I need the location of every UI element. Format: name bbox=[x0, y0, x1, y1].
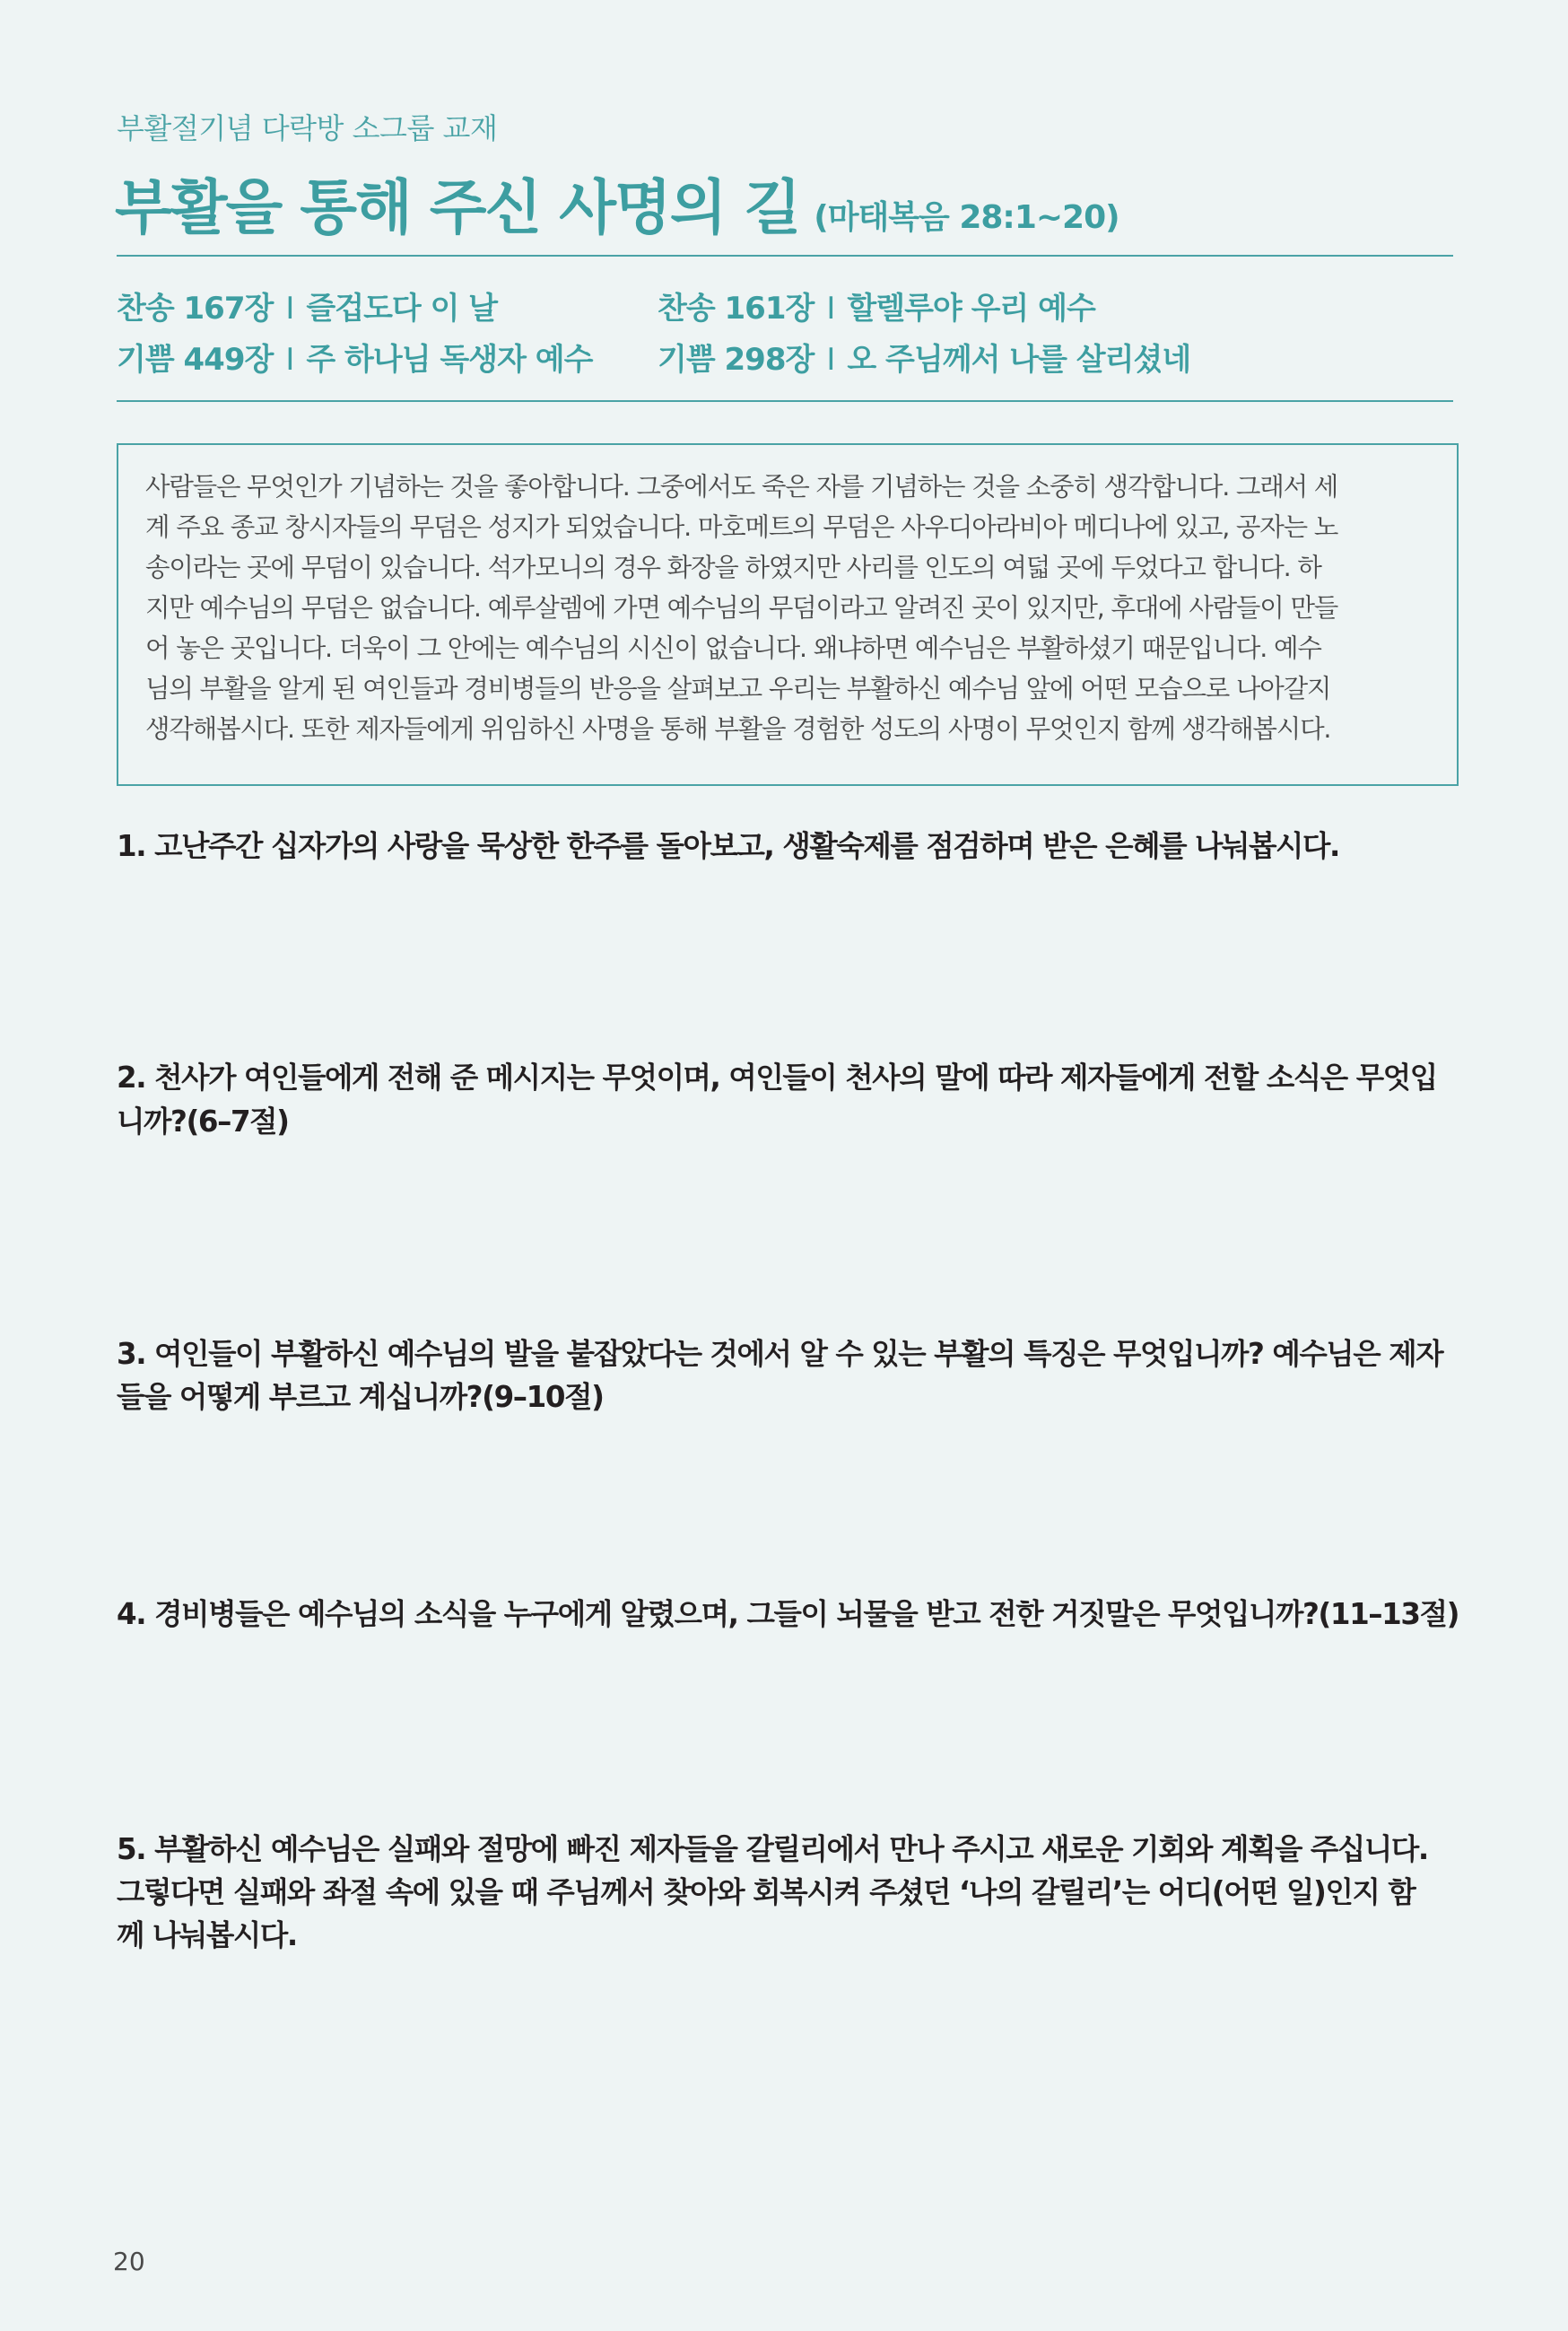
intro-line: 송이라는 곳에 무덤이 있습니다. 석가모니의 경우 화장을 하였지만 사리를 인도의 여덟 곳에 두었다고 합니다. 하 bbox=[145, 553, 1321, 582]
hymn-label: 기쁨 449장 bbox=[117, 342, 274, 378]
question-3-line-1: 3. 여인들이 부활하신 예수님의 발을 붙잡았다는 것에서 알 수 있는 부활의 특징은 무엇입니까? 예수님은 제자 bbox=[117, 1337, 1443, 1371]
question-5-line-3: 께 나눠봅시다. bbox=[117, 1918, 297, 1952]
question-1: 1. 고난주간 십자가의 사랑을 묵상한 한주를 돌아보고, 생활숙제를 점검하며 받은 은혜를 나눠봅시다. bbox=[117, 829, 1339, 863]
intro-line: 어 놓은 곳입니다. 더욱이 그 안에는 예수님의 시신이 없습니다. 왜냐하면 예수님은 부활하셨기 때문입니다. 예수 bbox=[145, 633, 1321, 663]
intro-line: 생각해봅시다. 또한 제자들에게 위임하신 사명을 통해 부활을 경험한 성도의 사명이 무엇인지 함께 생각해봅시다. bbox=[145, 714, 1331, 744]
hymn-label: 찬송 161장 bbox=[658, 291, 814, 327]
hymn-entry bbox=[658, 335, 1190, 379]
question-2-line-2: 니까?(6–7절) bbox=[117, 1104, 289, 1139]
title-divider bbox=[117, 255, 1453, 257]
intro-line: 님의 부활을 알게 된 여인들과 경비병들의 반응을 살펴보고 우리는 부활하신 예수님 앞에 어떤 모습으로 나아갈지 bbox=[145, 674, 1331, 703]
hymn-separator: I bbox=[826, 291, 835, 327]
intro-line: 지만 예수님의 무덤은 없습니다. 예루살렘에 가면 예수님의 무덤이라고 알려진 곳이 있지만, 후대에 사람들이 만들 bbox=[145, 593, 1338, 623]
hymn-entry bbox=[117, 335, 592, 379]
page-title: 부활을 통해 주신 사명의 길 bbox=[115, 173, 800, 242]
intro-line: 사람들은 무엇인가 기념하는 것을 좋아합니다. 그중에서도 죽은 자를 기념하는 것을 소중히 생각합니다. 그래서 세 bbox=[145, 472, 1338, 502]
hymn-label: 찬송 167장 bbox=[117, 291, 274, 327]
series-subtitle: 부활절기념 다락방 소그룹 교재 bbox=[117, 111, 498, 145]
hymn-separator: I bbox=[826, 342, 835, 378]
hymn-name: 주 하나님 독생자 예수 bbox=[306, 342, 593, 378]
hymn-name: 할렐루야 우리 예수 bbox=[847, 291, 1095, 327]
title-row bbox=[115, 160, 1119, 245]
page-number: 20 bbox=[113, 2247, 145, 2276]
intro-line: 계 주요 종교 창시자들의 무덤은 성지가 되었습니다. 마호메트의 무덤은 사우디아라비아 메디나에 있고, 공자는 노 bbox=[145, 512, 1338, 542]
hymn-separator: I bbox=[285, 291, 294, 327]
hymn-entry bbox=[658, 284, 1095, 327]
question-5-line-2: 그렇다면 실패와 좌절 속에 있을 때 주님께서 찾아와 회복시켜 주셨던 ‘나의 갈릴리’는 어디(어떤 일)인지 함 bbox=[117, 1875, 1416, 1909]
question-2-line-1: 2. 천사가 여인들에게 전해 준 메시지는 무엇이며, 여인들이 천사의 말에 따라 제자들에게 전할 소식은 무엇입 bbox=[117, 1061, 1437, 1095]
question-5-line-1: 5. 부활하신 예수님은 실패와 절망에 빠진 제자들을 갈릴리에서 만나 주시고 새로운 기회와 계획을 주십니다. bbox=[117, 1832, 1428, 1866]
intro-box bbox=[117, 443, 1459, 786]
hymn-divider bbox=[117, 400, 1453, 402]
hymn-separator: I bbox=[285, 342, 294, 378]
hymn-entry bbox=[117, 284, 497, 327]
scripture-reference: (마태복음 28:1~20) bbox=[814, 199, 1119, 236]
hymn-name: 즐겁도다 이 날 bbox=[306, 291, 498, 327]
question-4: 4. 경비병들은 예수님의 소식을 누구에게 알렸으며, 그들이 뇌물을 받고 전한 거짓말은 무엇입니까?(11–13절) bbox=[117, 1597, 1459, 1631]
hymn-label: 기쁨 298장 bbox=[658, 342, 814, 378]
question-3-line-2: 들을 어떻게 부르고 계십니까?(9–10절) bbox=[117, 1380, 604, 1414]
hymn-name: 오 주님께서 나를 살리셨네 bbox=[847, 342, 1191, 378]
